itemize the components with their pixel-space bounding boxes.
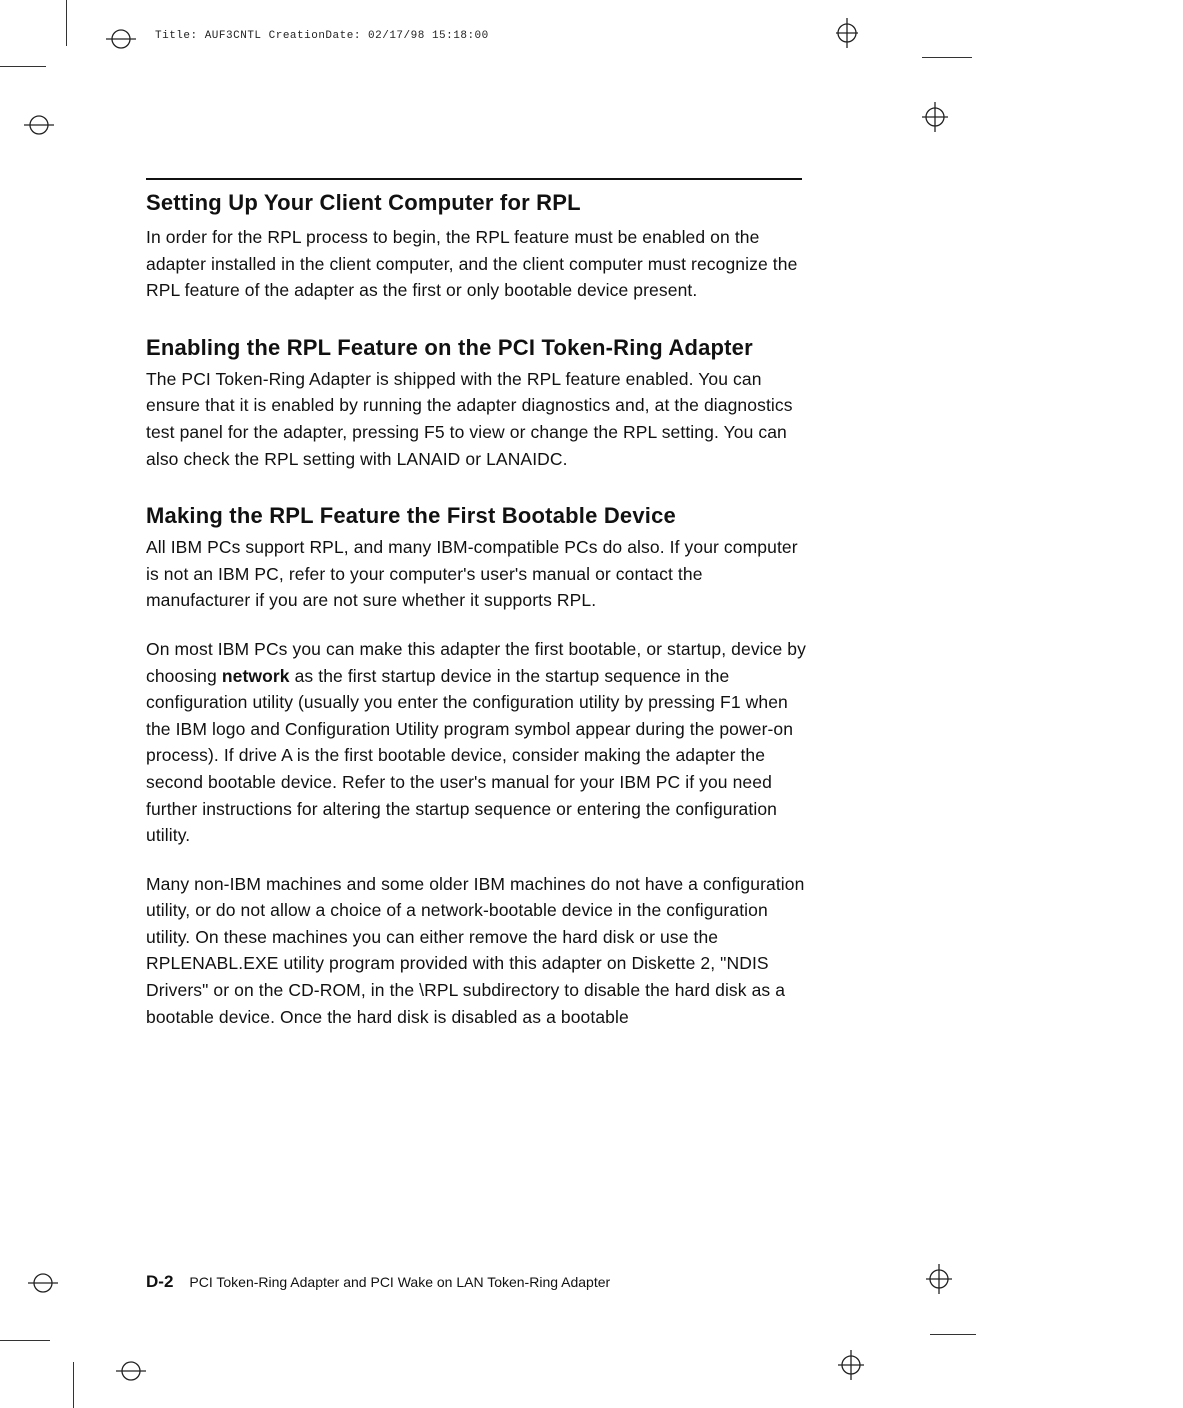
- print-header: Title: AUF3CNTL CreationDate: 02/17/98 15:18:00: [155, 30, 489, 42]
- registration-mark-icon: [22, 108, 56, 142]
- startup-text-after: as the first startup device in the startup sequence in the configuration utility (usually you enter the configuration utility by pressing F1 when the IBM logo and Configuration Utility program symbol appear during the power-on process). If drive A is the first bootable device, consider making the adapter the second bootable device. Refer to the user's manual for your IBM PC if you need further instructions for altering the startup sequence or entering the configuration utility.: [146, 665, 794, 846]
- crop-line-top-left-horizontal: [0, 66, 46, 67]
- page-number: D-2: [146, 1272, 174, 1291]
- enabling-rpl-paragraph: The PCI Token-Ring Adapter is shipped with the RPL feature enabled. You can ensure that it is enabled by running the adapter diagnostics and, at the diagnostics test panel for the adapter, pressing F5 to view or change the RPL setting. You can also check the RPL setting with LANAID or LANAIDC.: [146, 368, 793, 469]
- registration-mark-icon: [830, 16, 864, 50]
- registration-mark-icon: [26, 1266, 60, 1300]
- registration-mark-icon: [834, 1348, 868, 1382]
- crop-line-bottom-right-horizontal: [930, 1334, 976, 1335]
- rpl-support-paragraph: All IBM PCs support RPL, and many IBM-compatible PCs do also. If your computer is not an IBM PC, refer to your computer's user's manual or contact the manufacturer if you are not sure whether it supports RPL.: [146, 537, 798, 611]
- startup-sequence-paragraph: [146, 636, 806, 849]
- crop-line-top-left-vertical: [66, 0, 67, 46]
- crop-line-top-right-horizontal: [922, 57, 972, 58]
- subsection-title-enabling-rpl: Enabling the RPL Feature on the PCI Token-Ring Adapter: [146, 334, 753, 360]
- network-keyword: network: [221, 665, 290, 686]
- page-footer: [146, 1272, 610, 1292]
- non-ibm-machines-paragraph: Many non-IBM machines and some older IBM machines do not have a configuration utility, or do not allow a choice of a network-bootable device in the configuration utility. On these machines you can either remove the hard disk or use the RPLENABL.EXE utility program provided with this adapter on Diskette 2, "NDIS Drivers" or on the CD-ROM, in the \RPL subdirectory to disable the hard disk as a bootable device. Once the hard disk is disabled as a bootable: [146, 873, 805, 1027]
- page-content: [146, 178, 806, 1030]
- registration-mark-icon: [922, 1262, 956, 1296]
- startup-text-before: On most IBM PCs you can make this adapter the first bootable, or startup, device by choosing: [146, 638, 806, 686]
- crop-line-bottom-left-horizontal: [0, 1340, 50, 1341]
- subsection-title-first-bootable: Making the RPL Feature the First Bootable Device: [146, 503, 676, 529]
- crop-line-bottom-left-vertical: [73, 1362, 74, 1408]
- footer-title: PCI Token-Ring Adapter and PCI Wake on LAN Token-Ring Adapter: [189, 1274, 611, 1290]
- section-rule: [146, 178, 802, 180]
- section-title: Setting Up Your Client Computer for RPL: [146, 190, 581, 215]
- registration-mark-icon: [114, 1354, 148, 1388]
- section-intro-paragraph: In order for the RPL process to begin, the RPL feature must be enabled on the adapter installed in the client computer, and the client computer must recognize the RPL feature of the adapter as the first or only bootable device present.: [146, 227, 798, 301]
- registration-mark-icon: [918, 100, 952, 134]
- registration-mark-icon: [104, 22, 138, 56]
